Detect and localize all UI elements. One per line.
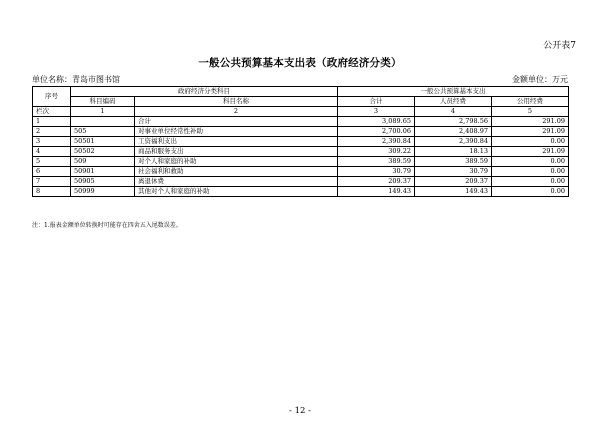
column-index-4: 4 (415, 107, 492, 117)
row-code: 50901 (71, 167, 135, 177)
document-title: 一般公共预算基本支出表（政府经济分类） (198, 57, 402, 69)
header-seq: 序号 (33, 87, 71, 107)
row-total: 3,089.65 (338, 117, 415, 127)
row-public: 291.09 (492, 147, 569, 157)
table-row (33, 127, 569, 137)
row-name: 合计 (135, 117, 338, 127)
row-name: 工资福利支出 (135, 137, 338, 147)
row-personnel: 209.37 (415, 177, 492, 187)
row-public: 291.09 (492, 117, 569, 127)
row-total: 209.37 (338, 177, 415, 187)
header-name: 科目名称 (135, 97, 338, 107)
row-seq: 8 (33, 187, 71, 197)
row-public: 0.00 (492, 167, 569, 177)
page-number: - 12 - (289, 406, 311, 416)
header-total: 合计 (338, 97, 415, 107)
row-code: 50905 (71, 177, 135, 187)
table-row (33, 147, 569, 157)
budget-expenditure-table (32, 86, 569, 197)
row-seq: 3 (33, 137, 71, 147)
row-public: 0.00 (492, 177, 569, 187)
header-row-1 (33, 87, 569, 97)
table-row (33, 167, 569, 177)
row-personnel: 18.13 (415, 147, 492, 157)
row-seq: 4 (33, 147, 71, 157)
row-total: 149.43 (338, 187, 415, 197)
unit-name: 单位名称：青岛市图书馆 (32, 75, 120, 84)
row-seq: 1 (33, 117, 71, 127)
row-code (71, 117, 135, 127)
header-row-2 (33, 97, 569, 107)
row-total: 2,700.06 (338, 127, 415, 137)
table-row (33, 187, 569, 197)
row-personnel: 2,390.84 (415, 137, 492, 147)
row-name: 对个人和家庭的补助 (135, 157, 338, 167)
table-row (33, 117, 569, 127)
row-personnel: 149.43 (415, 187, 492, 197)
column-index-3: 3 (338, 107, 415, 117)
row-public: 291.09 (492, 127, 569, 137)
row-name: 对事业单位经常性补助 (135, 127, 338, 137)
row-total: 30.79 (338, 167, 415, 177)
column-index-2: 2 (135, 107, 338, 117)
row-seq: 2 (33, 127, 71, 137)
table-row (33, 137, 569, 147)
unit-info-row (32, 74, 568, 85)
row-seq: 5 (33, 157, 71, 167)
header-gov-class: 政府经济分类科目 (71, 87, 338, 97)
row-total: 309.22 (338, 147, 415, 157)
row-code: 509 (71, 157, 135, 167)
header-code: 科目编码 (71, 97, 135, 107)
row-name: 其他对个人和家庭的补助 (135, 187, 338, 197)
column-index-label: 栏次 (33, 107, 71, 117)
column-index-row (33, 107, 569, 117)
row-code: 50501 (71, 137, 135, 147)
column-index-5: 5 (492, 107, 569, 117)
amount-unit: 金额单位：万元 (512, 75, 568, 84)
row-total: 389.59 (338, 157, 415, 167)
column-index-1: 1 (71, 107, 135, 117)
row-public: 0.00 (492, 137, 569, 147)
row-personnel: 30.79 (415, 167, 492, 177)
row-name: 离退休费 (135, 177, 338, 187)
row-total: 2,390.84 (338, 137, 415, 147)
table-footnote: 注：1.报表金额单位转换时可能存在四舍五入尾数误差。 (32, 222, 182, 229)
row-personnel: 389.59 (415, 157, 492, 167)
row-public: 0.00 (492, 157, 569, 167)
table-row (33, 177, 569, 187)
table-number-label: 公开表7 (543, 41, 576, 51)
row-code: 505 (71, 127, 135, 137)
row-seq: 6 (33, 167, 71, 177)
header-budget: 一般公共预算基本支出 (338, 87, 569, 97)
row-public: 0.00 (492, 187, 569, 197)
row-name: 社会福利和救助 (135, 167, 338, 177)
table-row (33, 157, 569, 167)
header-personnel: 人员经费 (415, 97, 492, 107)
row-code: 50999 (71, 187, 135, 197)
row-name: 商品和服务支出 (135, 147, 338, 157)
header-public: 公用经费 (492, 97, 569, 107)
row-seq: 7 (33, 177, 71, 187)
row-personnel: 2,408.97 (415, 127, 492, 137)
row-code: 50502 (71, 147, 135, 157)
row-personnel: 2,798.56 (415, 117, 492, 127)
